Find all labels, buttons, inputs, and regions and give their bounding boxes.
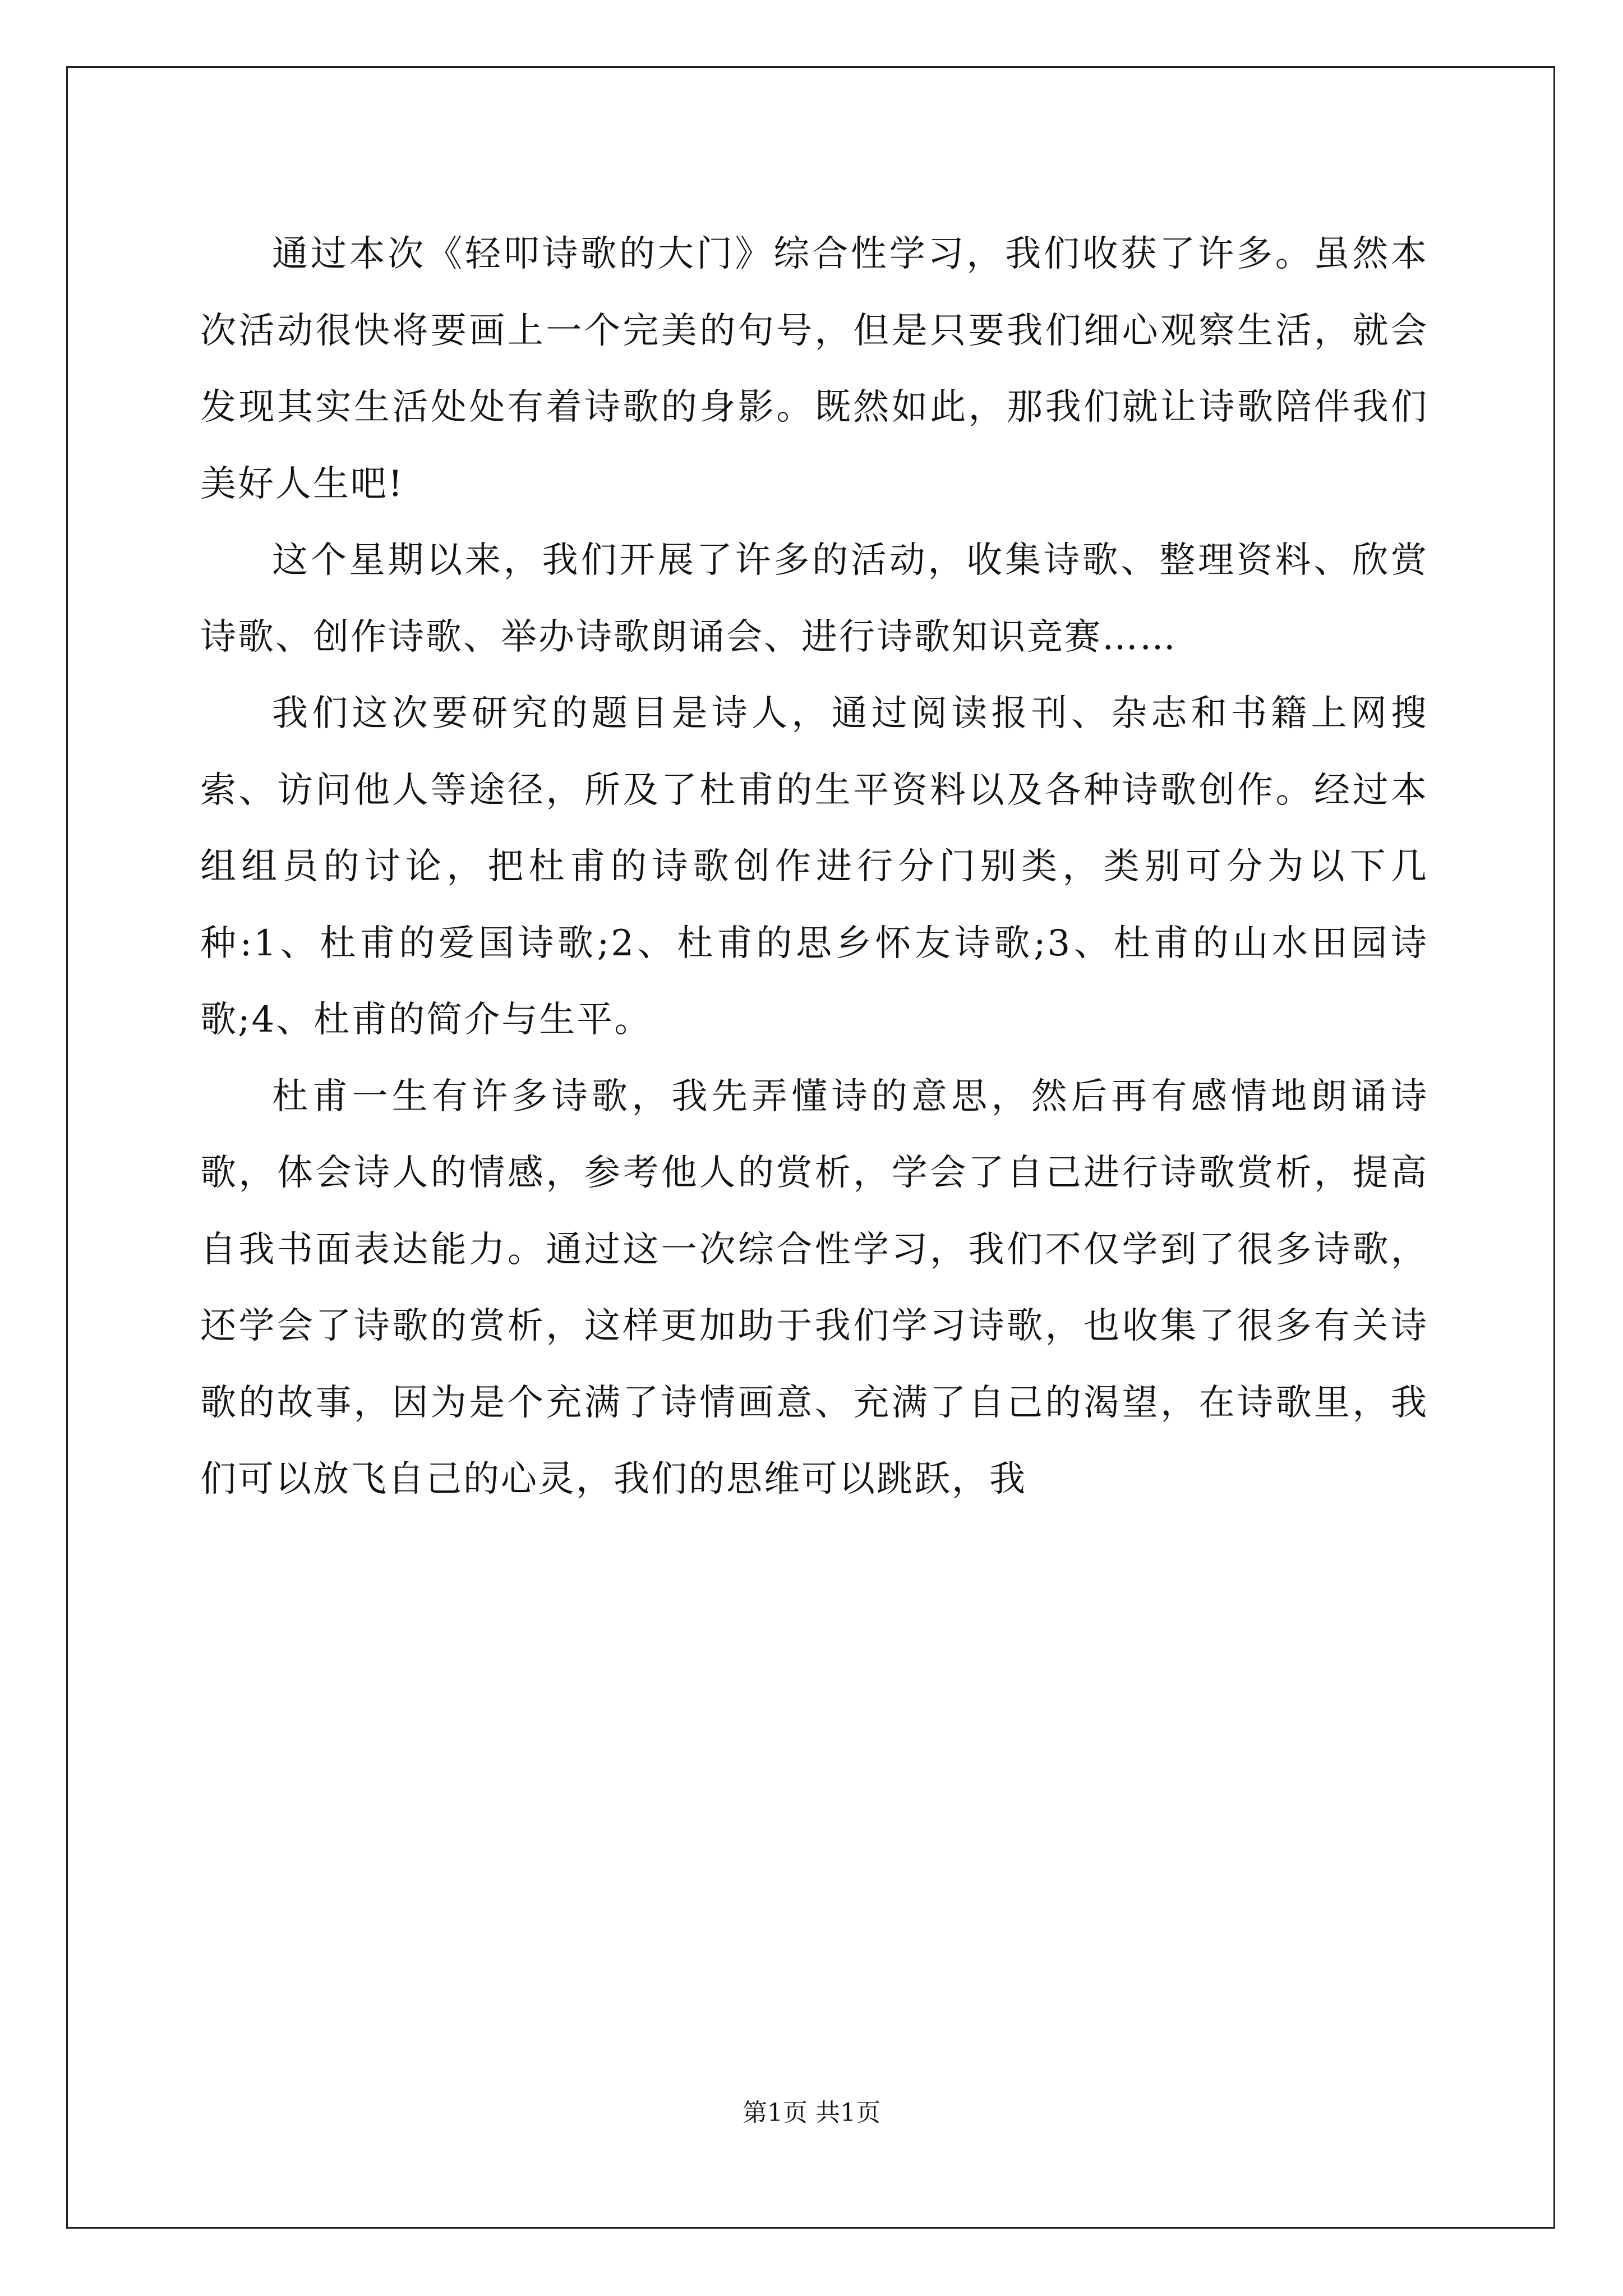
document-body (200, 216, 1428, 1518)
paragraph-4: 杜甫一生有许多诗歌，我先弄懂诗的意思，然后再有感情地朗诵诗歌，体会诗人的情感，参考他人的赏析，学会了自己进行诗歌赏析，提高自我书面表达能力。通过这一次综合性学习，我们不仅学到了很多诗歌，还学会了诗歌的赏析，这样更加助于我们学习诗歌，也收集了很多有关诗歌的故事，因为是个充满了诗情画意、充满了自己的渴望，在诗歌里，我们可以放飞自己的心灵，我们的思维可以跳跃，我 (200, 1075, 1428, 1500)
paragraph-2: 这个星期以来，我们开展了许多的活动，收集诗歌、整理资料、欣赏诗歌、创作诗歌、举办诗歌朗诵会、进行诗歌知识竞赛…… (200, 540, 1428, 658)
paragraph-1: 通过本次《轻叩诗歌的大门》综合性学习，我们收获了许多。虽然本次活动很快将要画上一个完美的句号，但是只要我们细心观察生活，就会发现其实生活处处有着诗歌的身影。既然如此，那我们就让诗歌陪伴我们美好人生吧! (200, 233, 1428, 505)
paragraph-3: 我们这次要研究的题目是诗人，通过阅读报刊、杂志和书籍上网搜索、访问他人等途径，所及了杜甫的生平资料以及各种诗歌创作。经过本组组员的讨论，把杜甫的诗歌创作进行分门别类，类别可分为以下几种:1、杜甫的爱国诗歌;2、杜甫的思乡怀友诗歌;3、杜甫的山水田园诗歌;4、杜甫的简介与生平。 (200, 693, 1428, 1041)
page-number-footer: 第1页 共1页 (743, 2099, 880, 2127)
